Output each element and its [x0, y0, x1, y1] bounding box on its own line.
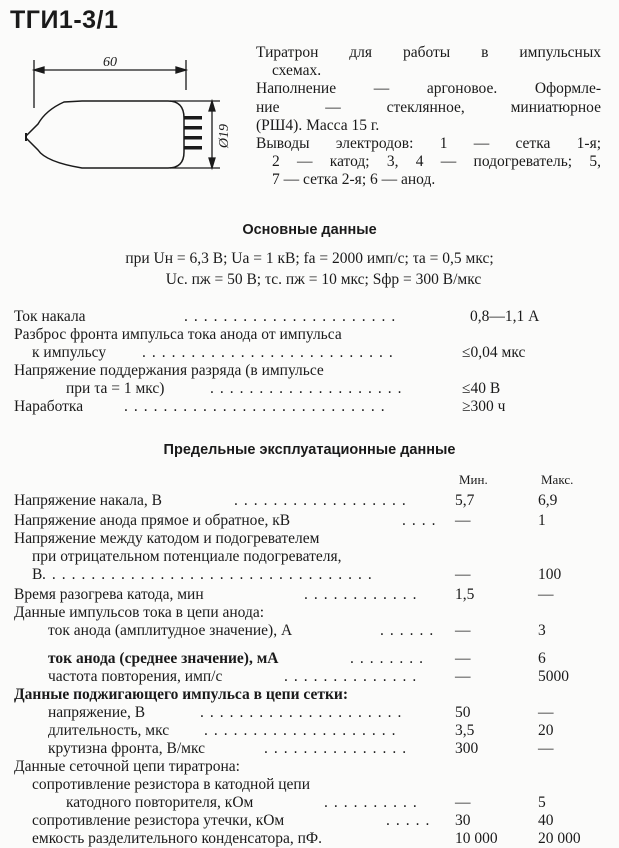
limits-row	[14, 530, 604, 548]
row-label: Напряжение между катодом и подогревателем	[14, 530, 320, 547]
dot-leader: ..............	[284, 668, 423, 685]
row-label: Наработка	[14, 398, 84, 415]
conditions-line-1: при Uн = 6,3 В; Uа = 1 кВ; fа = 2000 имп/с; τа = 0,5 мкс;	[125, 250, 494, 267]
description	[256, 44, 601, 190]
row-value: ≥300 ч	[462, 398, 506, 415]
min-value: 10 000	[455, 830, 498, 847]
description-line: 2 — катод; 3, 4 — подогреватель; 5,	[272, 153, 601, 171]
dot-leader: ..................	[234, 492, 412, 509]
limits-row	[14, 622, 604, 640]
row-label: Данные поджигающего импульса в цепи сетки:	[14, 686, 348, 703]
main-data-row	[14, 362, 604, 380]
limits-row	[14, 668, 604, 686]
description-line: схемах.	[272, 62, 322, 80]
dot-leader: ....................	[204, 722, 402, 739]
limits-row	[14, 492, 604, 510]
max-value: 6,9	[538, 492, 558, 509]
dot-leader: ......................	[184, 308, 402, 325]
limits-row	[14, 794, 604, 812]
max-value: 20 000	[538, 830, 581, 847]
description-line: Тиратрон для работы в импульсных	[256, 44, 601, 61]
dot-leader: ...........................	[124, 398, 391, 415]
row-label: Данные сеточной цепи тиратрона:	[14, 758, 240, 775]
max-value: 3	[538, 622, 546, 639]
row-label: Ток накала	[14, 308, 86, 325]
limits-row	[14, 740, 604, 758]
row-label: к импульсу	[32, 344, 107, 361]
max-value: —	[538, 704, 554, 721]
tube-drawing	[20, 48, 245, 188]
limits-row	[14, 650, 604, 668]
limits-row	[14, 604, 604, 622]
row-value: ≤40 В	[462, 380, 501, 397]
max-value: 6	[538, 650, 546, 667]
min-value: —	[455, 512, 471, 529]
max-value: 20	[538, 722, 554, 739]
min-value: —	[455, 566, 471, 583]
dot-leader: ............	[304, 586, 423, 603]
dot-leader: ......	[380, 622, 440, 639]
row-label: Напряжение анода прямое и обратное, кВ	[14, 512, 291, 529]
max-value: 40	[538, 812, 554, 829]
row-label: катодного повторителя, кОм	[66, 794, 254, 811]
dot-leader: ....	[402, 512, 442, 529]
limits-row	[14, 722, 604, 740]
description-line: Наполнение — аргоновое. Оформле-	[256, 80, 601, 98]
min-value: 50	[455, 704, 471, 721]
row-label: длительность, мкс	[48, 722, 170, 739]
limits-row	[14, 512, 604, 530]
description-line: (РШ4). Масса 15 г.	[256, 116, 380, 134]
page-title: ТГИ1-3/1	[10, 6, 119, 34]
min-value: —	[455, 668, 471, 685]
diameter-dimension-label: Ø19	[217, 123, 232, 149]
limits-row	[14, 758, 604, 776]
min-value: —	[455, 622, 471, 639]
main-data-row	[14, 326, 604, 344]
row-label: Разброс фронта импульса тока анода от импульса	[14, 326, 342, 343]
row-label: при τа = 1 мкс)	[66, 380, 165, 397]
column-header-min: Мин.	[459, 472, 488, 487]
row-label: сопротивление резистора утечки, кОм	[32, 812, 285, 829]
row-label: ток анода (амплитудное значение), А	[48, 622, 293, 639]
max-value: —	[538, 586, 554, 603]
min-value: —	[455, 650, 471, 667]
row-label: Напряжение накала, В	[14, 492, 162, 509]
main-data-row	[14, 380, 604, 398]
dot-leader: ....................	[210, 380, 408, 397]
description-line: ние — стеклянное, миниатюрное	[256, 98, 601, 116]
row-label: сопротивление резистора в катодной цепи	[32, 776, 311, 793]
min-value: 3,5	[455, 722, 475, 739]
row-value: 0,8—1,1 А	[470, 308, 540, 325]
limits-row	[14, 830, 604, 848]
description-line: Выводы электродов: 1 — сетка 1-я;	[256, 135, 601, 153]
length-dimension-label: 60	[103, 55, 117, 70]
row-value: ≤0,04 мкс	[462, 344, 526, 361]
min-value: —	[455, 794, 471, 811]
row-label: частота повторения, имп/с	[48, 668, 223, 685]
limits-row	[14, 586, 604, 604]
limits-heading: Предельные эксплуатационные данные	[163, 442, 456, 458]
min-value: 1,5	[455, 586, 475, 603]
row-label: Время разогрева катода, мин	[14, 586, 204, 603]
row-label: при отрицательном потенциале подогревателя,	[32, 548, 342, 565]
max-value: 1	[538, 512, 546, 529]
dot-leader: ..................................	[42, 566, 378, 583]
dot-leader: .....................	[200, 704, 408, 721]
limits-row	[14, 566, 604, 584]
dot-leader: .....	[386, 812, 436, 829]
max-value: —	[538, 740, 554, 757]
max-value: 5	[538, 794, 546, 811]
row-label: ток анода (среднее значение), мА	[48, 650, 279, 667]
limits-row	[14, 548, 604, 566]
dot-leader: ...............	[264, 740, 413, 757]
min-value: 30	[455, 812, 471, 829]
column-header-max: Макс.	[541, 472, 574, 487]
conditions-line-2: Uс. пж = 50 В; τс. пж = 10 мкс; Sфр = 300 В/мкс	[165, 271, 482, 288]
row-label: крутизна фронта, В/мкс	[48, 740, 205, 757]
limits-row	[14, 704, 604, 722]
limits-row	[14, 776, 604, 794]
row-label: напряжение, В	[48, 704, 146, 721]
max-value: 100	[538, 566, 562, 583]
row-label: емкость разделительного конденсатора, пФ.	[32, 830, 323, 847]
description-line: 7 — сетка 2-я; 6 — анод.	[272, 171, 436, 189]
limits-row	[14, 686, 604, 704]
max-value: 5000	[538, 668, 569, 685]
min-value: 5,7	[455, 492, 475, 509]
main-data-row	[14, 398, 604, 416]
min-value: 300	[455, 740, 479, 757]
limits-row	[14, 812, 604, 830]
row-label: В	[32, 566, 43, 583]
dot-leader: ..........................	[142, 344, 399, 361]
main-data-row	[14, 308, 604, 326]
row-label: Напряжение поддержания разряда (в импульсе	[14, 362, 324, 379]
dot-leader: ........	[350, 650, 429, 667]
row-label: Данные импульсов тока в цепи анода:	[14, 604, 265, 621]
dot-leader: ..........	[324, 794, 423, 811]
main-data-row	[14, 344, 604, 362]
main-data-heading: Основные данные	[242, 222, 377, 238]
